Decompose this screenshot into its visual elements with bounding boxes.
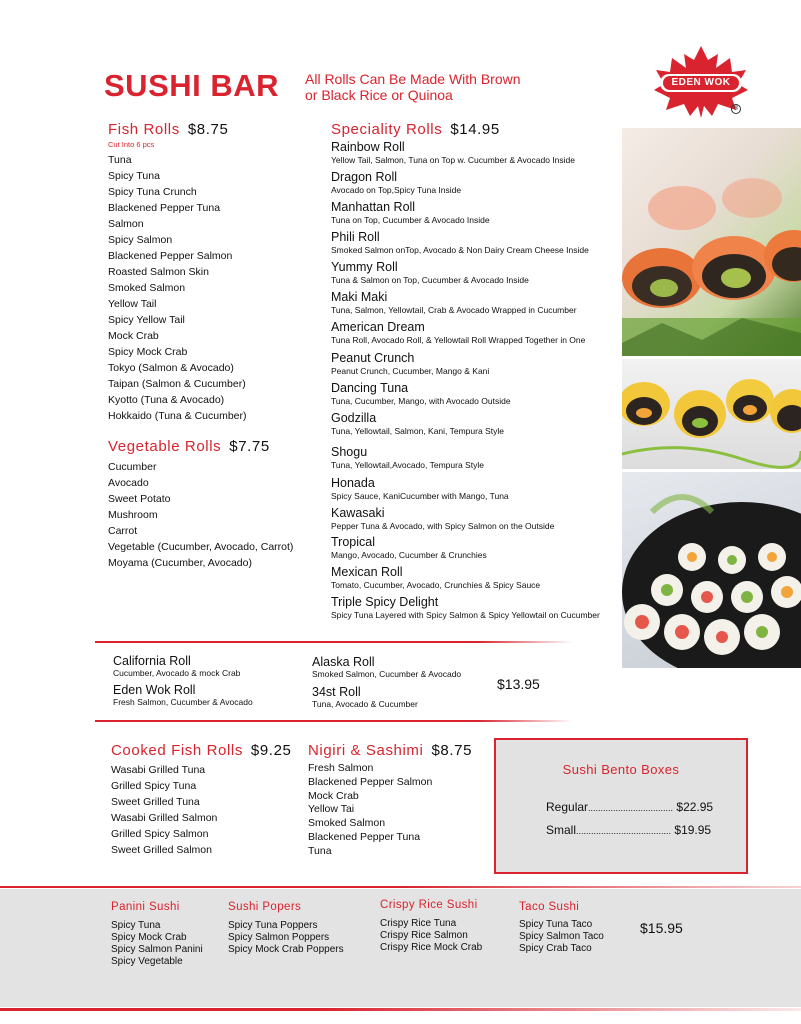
- fish-roll-item: Mock Crab: [108, 330, 159, 342]
- vegetable-roll-item: Carrot: [108, 525, 138, 537]
- speciality-roll-item: [331, 535, 487, 561]
- speciality-roll-desc: Avocado on Top,Spicy Tuna Inside: [331, 185, 462, 195]
- nigiri-sashimi-item: Blackened Pepper Salmon: [308, 775, 433, 788]
- speciality-roll-name: Manhattan Roll: [331, 200, 416, 214]
- cooked-fish-roll-item: Sweet Grilled Salmon: [111, 844, 212, 856]
- speciality-roll-name: Dancing Tuna: [331, 381, 409, 395]
- speciality-roll-item: [331, 140, 575, 166]
- speciality-roll-desc: Peanut Crunch, Cucumber, Mango & Kani: [331, 366, 490, 376]
- sushi-platter-image-icon: [622, 472, 801, 668]
- speciality-roll-desc: Tuna on Top, Cucumber & Avocado Inside: [331, 215, 490, 225]
- fish-roll-item: Spicy Tuna Crunch: [108, 186, 197, 198]
- fish-roll-item: Yellow Tail: [108, 298, 157, 310]
- speciality-roll-name: Phili Roll: [331, 230, 380, 244]
- speciality-roll-item: [331, 381, 511, 407]
- speciality-roll-desc: Mango, Avocado, Cucumber & Crunchies: [331, 550, 487, 560]
- bottom-specials-price: $15.95: [640, 920, 683, 936]
- combo-roll-desc: Smoked Salmon, Cucumber & Avocado: [312, 669, 462, 679]
- speciality-roll-item: [331, 200, 490, 226]
- bento-small-price: $19.95: [674, 823, 712, 837]
- sushi-roll-image-icon: [622, 128, 801, 356]
- speciality-roll-desc: Tuna Roll, Avocado Roll, & Yellowtail Roll Wrapped Together in One: [331, 335, 586, 345]
- bento-regular-row: [546, 800, 713, 814]
- speciality-roll-item: [331, 170, 461, 196]
- nigiri-sashimi-title: Nigiri & Sashimi: [308, 742, 424, 759]
- vegetable-rolls-list: [108, 459, 293, 571]
- cooked-fish-rolls-list: [111, 762, 217, 858]
- fish-rolls-note: Cut Into 6 pcs: [108, 140, 155, 149]
- combo-roll-34st: [312, 685, 418, 709]
- speciality-roll-name: Dragon Roll: [331, 170, 398, 184]
- fish-roll-item: Spicy Yellow Tail: [108, 314, 185, 326]
- nigiri-sashimi-item: Smoked Salmon: [308, 817, 386, 830]
- bottom-band-bottom-line: [0, 1008, 801, 1011]
- panini-sushi-item: Spicy Salmon Panini: [111, 944, 203, 955]
- taco-sushi-item: Spicy Salmon Taco: [519, 931, 604, 942]
- bento-regular-label: Regular: [546, 800, 589, 814]
- subtitle-line-2: or Black Rice or Quinoa: [305, 87, 453, 103]
- panini-sushi-list: [111, 920, 203, 968]
- speciality-roll-item: [331, 506, 554, 532]
- speciality-roll-desc: Tuna, Salmon, Yellowtail, Crab & Avocado Wrapped in Cucumber: [331, 305, 577, 315]
- sushi-poppers-title: Sushi Popers: [228, 901, 302, 913]
- crispy-rice-sushi-item: Crispy Rice Mock Crab: [380, 942, 483, 953]
- speciality-roll-name: Shogu: [331, 445, 368, 459]
- fish-roll-item: Blackened Pepper Tuna: [108, 202, 221, 214]
- speciality-roll-item: [331, 320, 585, 346]
- speciality-roll-item: [331, 351, 489, 377]
- bento-small-label: Small: [546, 823, 577, 837]
- speciality-roll-name: Triple Spicy Delight: [331, 595, 439, 609]
- combo-roll-name: Alaska Roll: [312, 655, 375, 669]
- cooked-fish-roll-item: Grilled Spicy Salmon: [111, 828, 209, 840]
- vegetable-roll-item: Vegetable (Cucumber, Avocado, Carrot): [108, 541, 294, 553]
- fish-roll-item: Tokyo (Salmon & Avocado): [108, 362, 234, 374]
- cooked-fish-rolls-heading: [111, 742, 291, 759]
- sushi-platter-photo: [622, 472, 801, 668]
- combo-roll-name: Eden Wok Roll: [113, 683, 196, 697]
- cooked-fish-roll-item: Grilled Spicy Tuna: [111, 780, 197, 792]
- speciality-roll-item: [331, 290, 577, 316]
- speciality-roll-item: [331, 595, 600, 621]
- combo-roll-desc: Fresh Salmon, Cucumber & Avocado: [113, 697, 253, 707]
- rice-options-note: [305, 71, 521, 103]
- bento-title: Sushi Bento Boxes: [562, 762, 680, 777]
- fish-rolls-title: Fish Rolls: [108, 121, 180, 138]
- fish-roll-item: Spicy Salmon: [108, 234, 173, 246]
- speciality-roll-desc: Spicy Tuna Layered with Spicy Salmon & Spicy Yellowtail on Cucumber: [331, 610, 600, 620]
- logo-text: EDEN WOK: [671, 77, 731, 88]
- panini-sushi-title: Panini Sushi: [111, 901, 180, 913]
- speciality-rolls-price: $14.95: [450, 121, 500, 138]
- registered-mark-icon: ®: [731, 104, 741, 114]
- taco-sushi-list: [519, 919, 604, 955]
- vegetable-roll-item: Sweet Potato: [108, 493, 171, 505]
- speciality-roll-desc: Pepper Tuna & Avocado, with Spicy Salmon on the Outside: [331, 521, 555, 531]
- combo-top-divider: [95, 641, 573, 643]
- speciality-roll-name: Maki Maki: [331, 290, 388, 304]
- fish-roll-item: Hokkaido (Tuna & Cucumber): [108, 410, 247, 422]
- vegetable-roll-item: Cucumber: [108, 461, 157, 473]
- speciality-roll-name: Honada: [331, 476, 375, 490]
- vegetable-roll-item: Moyama (Cucumber, Avocado): [108, 557, 252, 569]
- bottom-band-top-line: [0, 886, 801, 888]
- fish-roll-item: Spicy Mock Crab: [108, 346, 188, 358]
- sushi-roll-image-icon: [622, 359, 801, 469]
- speciality-roll-item: [331, 476, 509, 502]
- cooked-fish-roll-item: Wasabi Grilled Salmon: [111, 812, 218, 824]
- speciality-rolls-title: Speciality Rolls: [331, 121, 443, 138]
- panini-sushi-item: Spicy Mock Crab: [111, 932, 187, 943]
- speciality-roll-name: Yummy Roll: [331, 260, 398, 274]
- fish-roll-item: Smoked Salmon: [108, 282, 186, 294]
- cooked-fish-roll-item: Wasabi Grilled Tuna: [111, 764, 206, 776]
- combo-roll-name: 34st Roll: [312, 685, 361, 699]
- fish-rolls-heading: [108, 121, 228, 138]
- vegetable-rolls-heading: [108, 438, 270, 455]
- speciality-roll-name: Kawasaki: [331, 506, 385, 520]
- fish-rolls-list: [108, 152, 247, 424]
- taco-sushi-item: Spicy Crab Taco: [519, 943, 592, 954]
- taco-sushi-item: Spicy Tuna Taco: [519, 919, 593, 930]
- cooked-fish-rolls-price: $9.25: [250, 742, 292, 759]
- fish-roll-item: Salmon: [108, 218, 144, 230]
- nigiri-sashimi-item: Yellow Tai: [308, 803, 355, 816]
- speciality-roll-desc: Tuna, Cucumber, Mango, with Avocado Outside: [331, 396, 511, 406]
- combo-roll-name: California Roll: [113, 654, 191, 668]
- bento-box-panel: [494, 738, 748, 874]
- fish-roll-item: Roasted Salmon Skin: [108, 266, 209, 278]
- fish-roll-item: Spicy Tuna: [108, 170, 160, 182]
- nigiri-sashimi-item: Blackened Pepper Tuna: [308, 830, 421, 843]
- sushi-popper-item: Spicy Salmon Poppers: [228, 932, 330, 943]
- speciality-roll-name: Peanut Crunch: [331, 351, 415, 365]
- page-title: SUSHI BAR: [104, 68, 280, 103]
- speciality-roll-item: [331, 411, 504, 437]
- bento-small-row: [546, 823, 711, 837]
- vegetable-rolls-price: $7.75: [229, 438, 270, 455]
- nigiri-sashimi-item: Fresh Salmon: [308, 762, 374, 774]
- speciality-roll-desc: Spicy Sauce, KaniCucumber with Mango, Tuna: [331, 491, 509, 501]
- speciality-roll-item: [331, 230, 589, 256]
- speciality-roll-desc: Yellow Tail, Salmon, Tuna on Top w. Cucumber & Avocado Inside: [331, 155, 575, 165]
- taco-sushi-title: Taco Sushi: [519, 901, 580, 913]
- crispy-rice-sushi-list: [380, 918, 482, 954]
- nigiri-sashimi-price: $8.75: [431, 742, 473, 759]
- crispy-rice-sushi-item: Crispy Rice Salmon: [380, 930, 468, 941]
- speciality-roll-name: Rainbow Roll: [331, 140, 405, 154]
- rainbow-roll-photo: [622, 128, 801, 356]
- bento-regular-leader: ..................................: [588, 803, 674, 813]
- sushi-popper-item: Spicy Tuna Poppers: [228, 920, 318, 931]
- vegetable-roll-item: Mushroom: [108, 509, 158, 521]
- panini-sushi-item: Spicy Vegetable: [111, 956, 183, 967]
- vegetable-rolls-title: Vegetable Rolls: [108, 438, 222, 455]
- vegetable-roll-item: Avocado: [108, 477, 149, 489]
- nigiri-sashimi-item: Mock Crab: [308, 789, 359, 802]
- speciality-rolls-heading: [331, 121, 500, 138]
- sushi-poppers-list: [228, 920, 344, 956]
- crispy-rice-sushi-item: Crispy Rice Tuna: [380, 918, 457, 929]
- speciality-roll-desc: Tomato, Cucumber, Avocado, Crunchies & Spicy Sauce: [331, 580, 541, 590]
- combo-roll-desc: Tuna, Avocado & Cucumber: [312, 699, 418, 709]
- nigiri-sashimi-list: [308, 762, 432, 859]
- dragon-roll-photo: [622, 359, 801, 469]
- combo-rolls-price: $13.95: [497, 676, 540, 692]
- combo-bottom-divider: [95, 720, 573, 722]
- speciality-roll-item: [331, 445, 484, 471]
- speciality-roll-desc: Tuna, Yellowtail,Avocado, Tempura Style: [331, 460, 484, 470]
- cooked-fish-roll-item: Sweet Grilled Tuna: [111, 796, 200, 808]
- fish-roll-item: Taipan (Salmon & Cucumber): [108, 378, 246, 390]
- speciality-roll-name: Mexican Roll: [331, 565, 403, 579]
- combo-roll-eden-wok: [113, 683, 253, 707]
- crispy-rice-sushi-title: Crispy Rice Sushi: [380, 899, 478, 911]
- fish-rolls-price: $8.75: [187, 121, 229, 138]
- combo-roll-california: [113, 654, 240, 678]
- bento-regular-price: $22.95: [676, 800, 714, 814]
- speciality-roll-name: Tropical: [331, 535, 375, 549]
- nigiri-sashimi-item: Tuna: [308, 844, 332, 857]
- speciality-roll-name: Godzilla: [331, 411, 377, 425]
- speciality-roll-item: [331, 565, 540, 591]
- bento-small-leader: ......................................: [576, 826, 672, 836]
- speciality-roll-desc: Tuna & Salmon on Top, Cucumber & Avocado Inside: [331, 275, 529, 285]
- fish-roll-item: Tuna: [108, 154, 132, 166]
- combo-roll-desc: Cucumber, Avocado & mock Crab: [113, 668, 241, 678]
- combo-roll-alaska: [312, 655, 461, 679]
- speciality-roll-desc: Smoked Salmon onTop, Avocado & Non Dairy Cream Cheese Inside: [331, 245, 589, 255]
- speciality-roll-item: [331, 260, 529, 286]
- panini-sushi-item: Spicy Tuna: [111, 920, 161, 931]
- fish-roll-item: Blackened Pepper Salmon: [108, 250, 233, 262]
- speciality-roll-desc: Tuna, Yellowtail, Salmon, Kani, Tempura Style: [331, 426, 504, 436]
- cooked-fish-rolls-title: Cooked Fish Rolls: [111, 742, 243, 759]
- nigiri-sashimi-heading: [308, 742, 472, 759]
- speciality-roll-name: American Dream: [331, 320, 425, 334]
- subtitle-line-1: All Rolls Can Be Made With Brown: [305, 71, 521, 87]
- sushi-popper-item: Spicy Mock Crab Poppers: [228, 944, 344, 955]
- fish-roll-item: Kyotto (Tuna & Avocado): [108, 394, 225, 406]
